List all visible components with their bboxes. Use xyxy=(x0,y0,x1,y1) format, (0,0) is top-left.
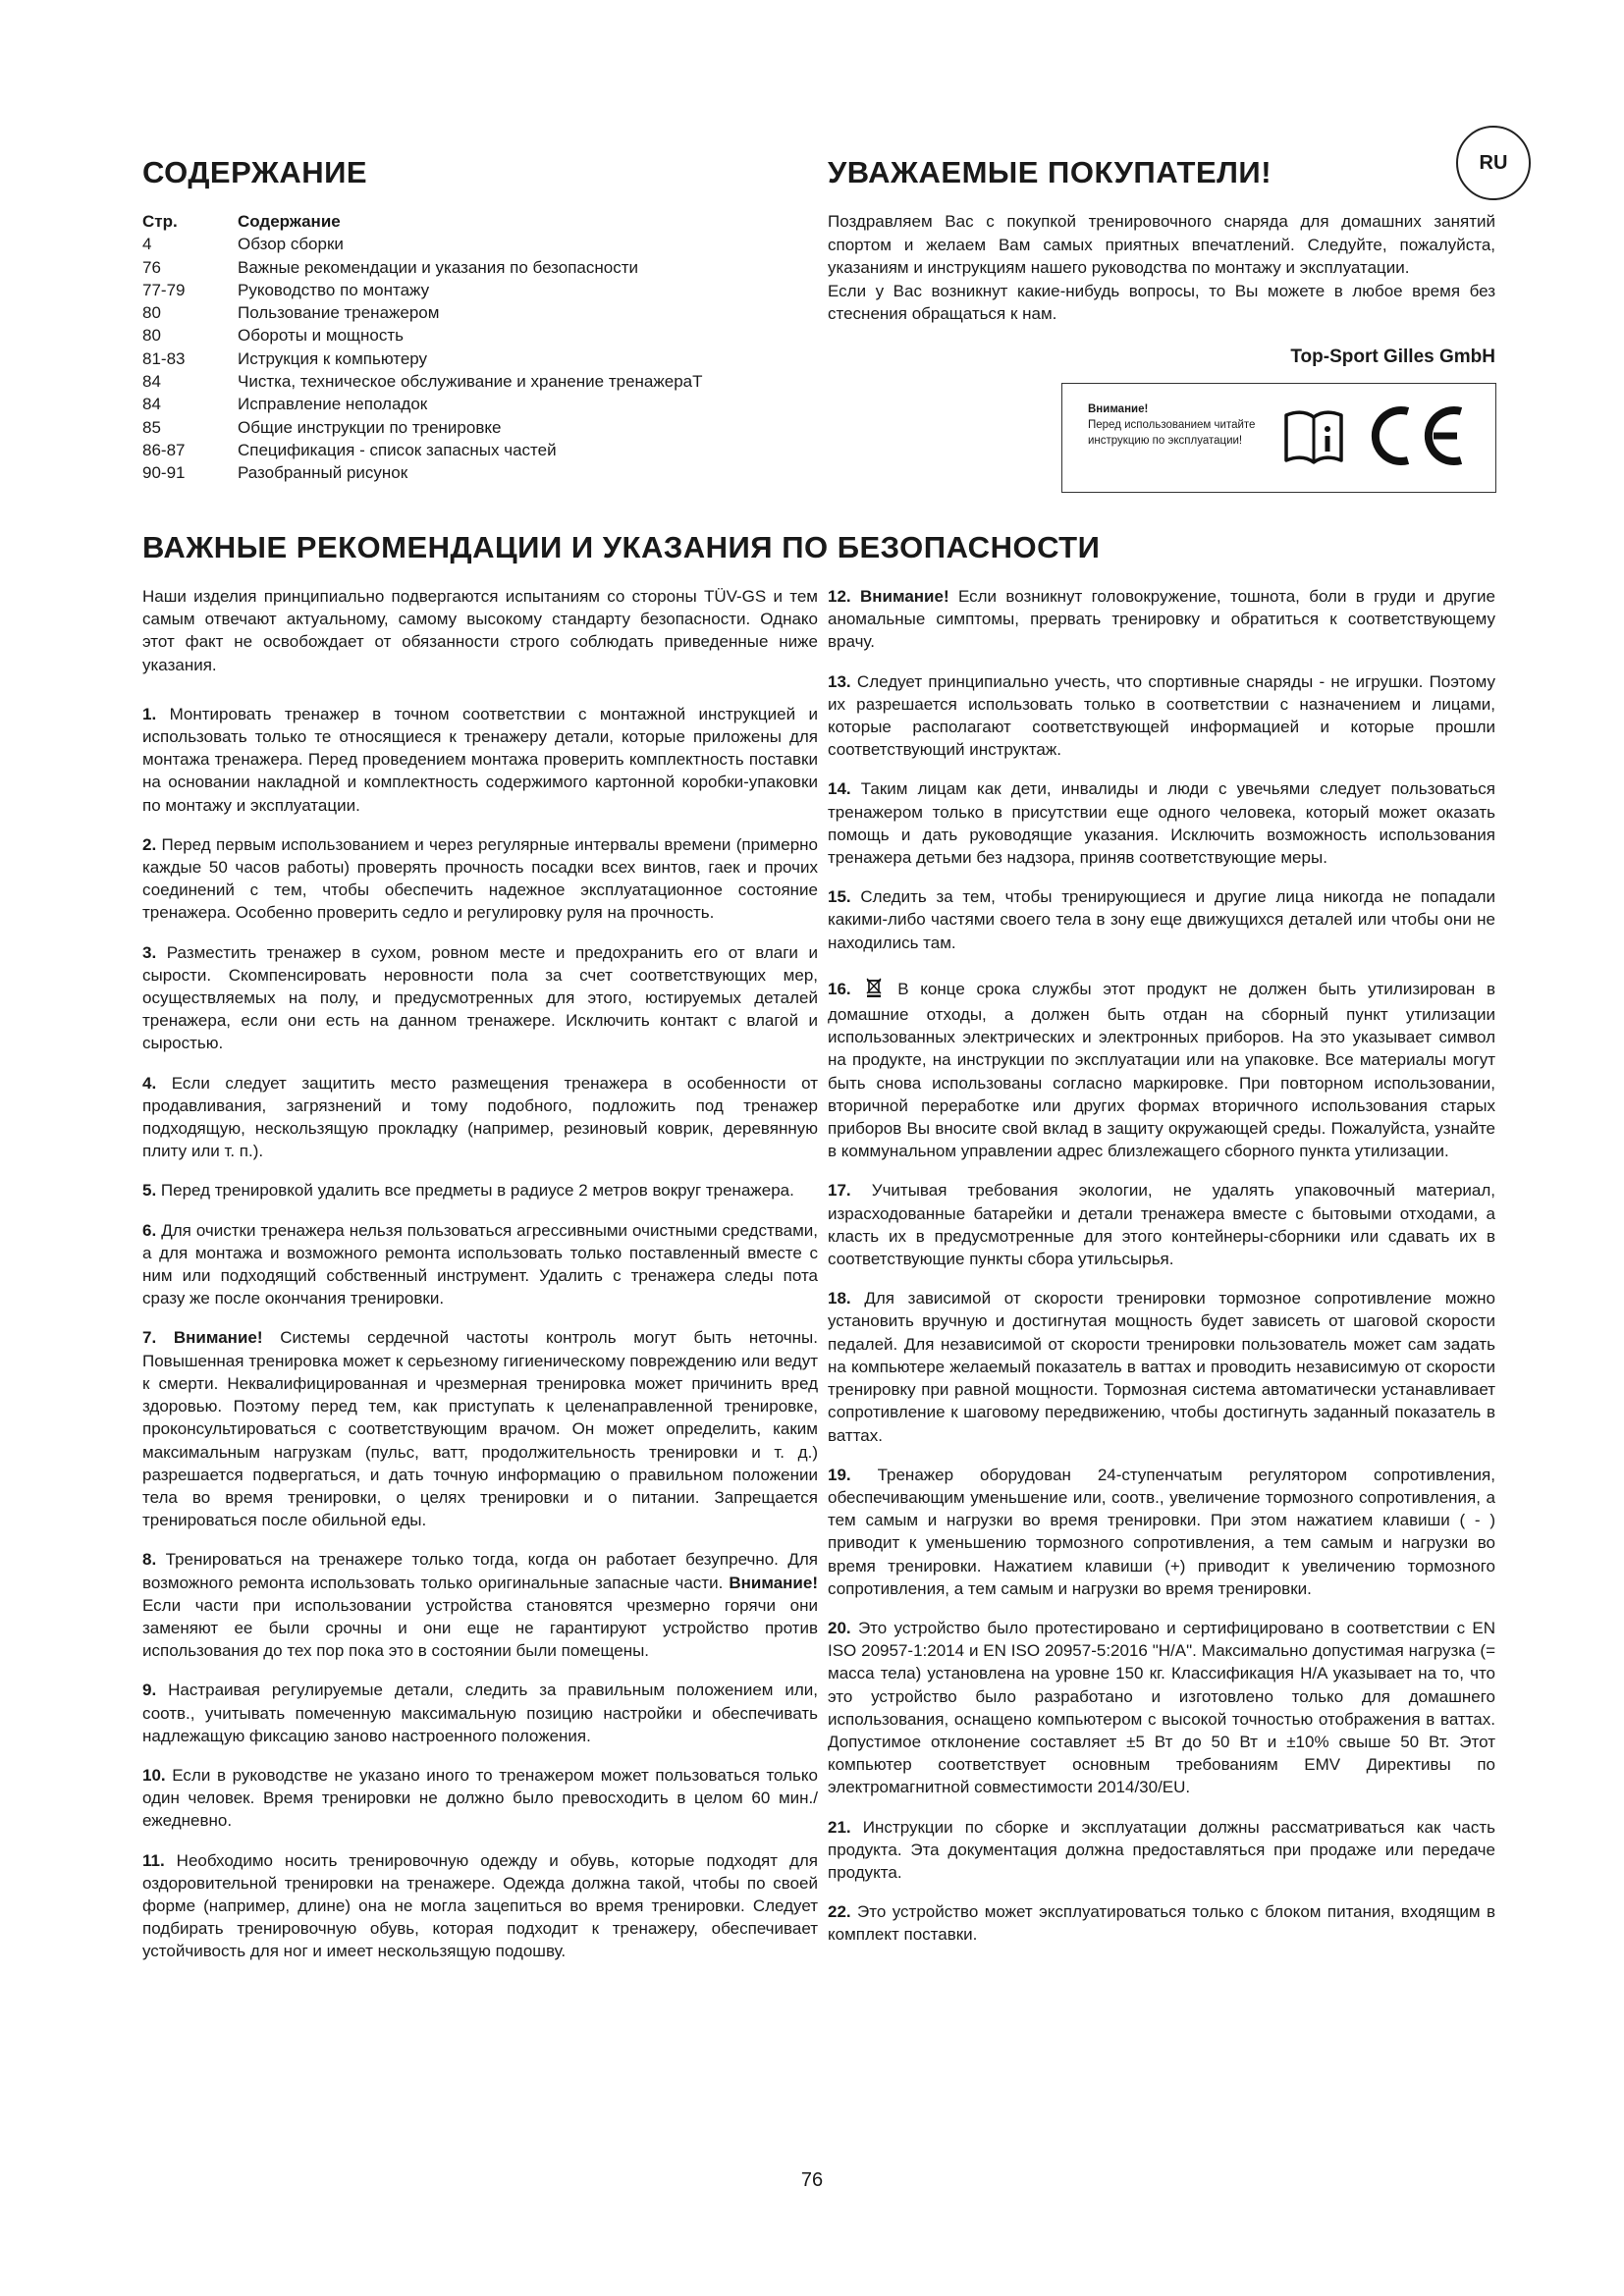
toc-list xyxy=(142,210,810,485)
toc-entry[interactable]: 76 Важные рекомендации и указания по безопасности xyxy=(142,257,639,277)
toc-entry[interactable]: 86-87 Спецификация - список запасных частей xyxy=(142,440,557,459)
toc-header-page: Стр. xyxy=(142,212,178,231)
safety-item-21: 21. Инструкции по сборке и эксплуатации должны рассматриваться как часть продукта. Эта документация должна предоставляться при продаже или передаче продукта. xyxy=(828,1817,1495,1882)
safety-item-5: 5. Перед тренировкой удалить все предметы в радиусе 2 метров вокруг тренажера. xyxy=(142,1181,794,1201)
safety-item-14: 14. Таким лицам как дети, инвалиды и люди с увечьями следует пользоваться тренажером только в присутствии еще одного человека, который может оказать помощь и дать руководящие указания. Исключить возможность использования тренажера детьми без надзора, приняв соответствующие меры. xyxy=(828,779,1495,868)
weee-bin-icon xyxy=(866,978,882,1003)
toc-entry[interactable]: 84 Чистка, техническое обслуживание и хранение тренажераТ xyxy=(142,372,703,392)
greeting-paragraph-2: Если у Вас возникнут какие-нибудь вопросы, то Вы можете в любое время без стеснения обращаться к нам. xyxy=(828,281,1495,323)
toc-entry[interactable]: 80 Пользование тренажером xyxy=(142,303,440,323)
safety-item-8: 8. Тренироваться на тренажере только тогда, когда он работает безупречно. Для возможного ремонта использовать только оригинальные запасные части. Внимание! Если части при использовании устройства становятся чрезмерно горячи они заменяют ее были срочны и они еще не гарантируют устройство против использования до тех пор пока это в состоянии были помещены. xyxy=(142,1550,818,1661)
safety-item-19: 19. Тренажер оборудован 24-ступенчатым регулятором сопротивления, обеспечивающим уменьшение или, соотв., увеличение тормозного сопротивления, а тем самым и нагрузки во время тренировки. При этом нажатием клавиши ( - ) приводит к уменьшению тормозного сопротивления, а тем самым и нагрузки во время тренировки. Нажатием клавиши (+) приводит к увеличению тормозного сопротивления, а тем самым и нагрузки во время тренировки. xyxy=(828,1465,1495,1598)
safety-item-10: 10. Если в руководстве не указано иного то тренажером может пользоваться только один человек. Время тренировки не должно было превосходить в целом 60 мин./ежедневно. xyxy=(142,1765,818,1831)
safety-item-6: 6. Для очистки тренажера нельзя пользоваться агрессивными очистными средствами, а для монтажа и возможного ремонта использовать только поставленный вместе с ним или подходящий собственный инструмент. Удалить с тренажера следы пота сразу же после окончания тренировки. xyxy=(142,1220,818,1308)
language-badge: RU xyxy=(1456,126,1531,200)
safety-item-9: 9. Настраивая регулируемые детали, следить за правильным положением или, соотв., учитывать помеченную максимальную позицию настройки и обеспечивать надлежащую фиксацию заново настроенного положения. xyxy=(142,1681,818,1745)
toc-entry[interactable]: 80 Обороты и мощность xyxy=(142,326,405,346)
toc-title: СОДЕРЖАНИЕ xyxy=(142,155,368,189)
safety-title: ВАЖНЫЕ РЕКОМЕНДАЦИИ И УКАЗАНИЯ ПО БЕЗОПАСНОСТИ xyxy=(142,530,1101,564)
ce-mark-icon xyxy=(1363,403,1471,473)
toc-entry[interactable]: 81-83 Иструкция к компьютеру xyxy=(142,348,428,368)
safety-item-16: 16. В конце срока службы этот продукт не должен быть утилизирован в домашние отходы, а должен быть отдан на сборный пункт утилизации использованных электрических и электронных приборов. На это указывает символ на продукте, на инструкции по эксплуатации или на упаковке. Все материалы могут быть снова использованы согласно маркировке. При повторном использовании, вторичной переработке или других формах вторичного использования старых приборов Вы вносите свой вклад в защиту окружающей среды. Пожалуйста, узнайте в коммунальном управлении адрес близлежащего сборного пункта утилизации. xyxy=(828,979,1496,1161)
greeting-title: УВАЖАЕМЫЕ ПОКУПАТЕЛИ! xyxy=(828,155,1272,189)
toc-entry[interactable]: 84 Исправление неполадок xyxy=(142,395,428,414)
safety-item-20: 20. Это устройство было протестировано и сертифицировано в соответствии с EN ISO 20957-1:2014 и EN ISO 20957-5:2016 "H/A". Максимально допустимая нагрузка (= масса тела) установлена на уровне 150 кг. Классификация H/A указывает на то, что это устройство было разработано и изготовлено только для домашнего использования, оснащено компьютером с высокой точностью отображения в ваттах. Допустимое отклонение составляет ±5 Вт до 50 Вт и ±10% свыше 50 Вт. Этот компьютер соответствует основным требованиям EMV Директивы по электромагнитной совместимости 2014/30/EU. xyxy=(828,1618,1495,1797)
safety-item-7: 7. Внимание! Системы сердечной частоты контроль могут быть неточны. Повышенная тренировка может к серьезному гигиеническому повреждению или ведут к смерти. Неквалифицированная и чрезмерная тренировка может причинить вред здоровью. Поэтому перед тем, как приступать к целенаправленной тренировке, проконсультироваться с соответствующим врачом. Он может определить, каким максимальным нагрузкам (пульс, ватт, продолжительность тренировки и т. д.) разрешается подвергаться, и дать точную информацию о правильном положении тела во время тренировки, о целях тренировки и о питании. Запрещается тренироваться после обильной еды. xyxy=(142,1328,818,1530)
toc-header-content: Содержание xyxy=(238,212,341,231)
toc-entry[interactable]: 77-79 Руководство по монтажу xyxy=(142,280,430,299)
company-name: Top-Sport Gilles GmbH xyxy=(1290,347,1495,367)
safety-item-4: 4. Если следует защитить место размещения тренажера в особенности от продавливания, загрязнений и тому подобного, подложить под тренажер подходящую, нескользящую прокладку (например, резиновый коврик, деревянную плиту или т. п.). xyxy=(142,1073,818,1161)
notice-body: Перед использованием читайте инструкцию по эксплуатации! xyxy=(1088,419,1256,447)
safety-item-3: 3. Разместить тренажер в сухом, ровном месте и предохранить его от влаги и сырости. Скомпенсировать неровности пола за счет соответствующих мер, осуществляемых на полу, и предусмотренных для этого, юстируемых деталей тренажера, если они есть на данном тренажере. Исключить контакт с влагой и сыростью. xyxy=(142,942,818,1053)
greeting-paragraph-1: Поздравляем Вас с покупкой тренировочного снаряда для домашних занятий спортом и желаем Вам самых приятных впечатлений. Следуйте, пожалуйста, указаниям и инструкциям нашего руководства по монтажу и эксплуатации. xyxy=(828,212,1495,277)
page-number: 76 xyxy=(800,2169,824,2191)
safety-column-right xyxy=(828,585,1495,1963)
notice-text xyxy=(1088,401,1274,449)
safety-item-1: 1. Монтировать тренажер в точном соответствии с монтажной инструкцией и использовать только те относящиеся к тренажеру детали, которые приложены для монтажа тренажера. Перед проведением монтажа проверить комплектность поставки на основании накладной и комплектность содержимого картонной коробки-упаковки по монтажу и эксплуатации. xyxy=(142,704,818,815)
safety-item-13: 13. Следует принципиально учесть, что спортивные снаряды - не игрушки. Поэтому их разрешается использовать только в соответствии с назначением и лицами, которые располагают соответствующей информацией и которые прошли соответствующий инструктаж. xyxy=(828,671,1495,760)
notice-title: Внимание! xyxy=(1088,403,1149,415)
safety-item-18: 18. Для зависимой от скорости тренировки тормозное сопротивление можно установить вручную и достигнутая мощность будет зависеть от шаговой скорости педалей. Для независимой от скорости тренировки пользователь может сам задать на компьютере желаемый показатель в ваттах и проводить независимую от скорости тренировку при равной мощности. Тормозная система автоматически устанавливает сопротивление к шаговому передвижению, чтобы достигнуть заданный показатель в ваттах. xyxy=(828,1289,1495,1445)
safety-item-12: 12. Внимание! Если возникнут головокружение, тошнота, боли в груди и другие аномальные симптомы, прервать тренировку и обратиться к соответствующему врачу. xyxy=(828,587,1495,652)
safety-column-left xyxy=(142,585,818,1980)
manual-book-icon xyxy=(1282,405,1345,471)
toc-entry[interactable]: 4 Обзор сборки xyxy=(142,235,344,254)
safety-item-22: 22. Это устройство может эксплуатироваться только с блоком питания, входящим в комплект поставки. xyxy=(828,1902,1495,1945)
safety-intro: Наши изделия принципиально подвергаются испытаниям со стороны TÜV-GS и тем самым отвечают актуальному, самому высокому стандарту безопасности. Однако этот факт не освобождает от обязанности строго соблюдать приведенные ниже указания. xyxy=(142,587,818,674)
toc-entry[interactable]: 85 Общие инструкции по тренировке xyxy=(142,417,502,437)
notice-box xyxy=(1061,383,1496,493)
toc-entry[interactable]: 90-91 Разобранный рисунок xyxy=(142,463,408,483)
safety-item-15: 15. Следить за тем, чтобы тренирующиеся и другие лица никогда не попадали какими-либо частями своего тела в зону еще движущихся деталей или чтобы они не находились там. xyxy=(828,887,1495,952)
safety-item-2: 2. Перед первым использованием и через регулярные интервалы времени (примерно каждые 50 часов работы) проверять прочность посадки всех винтов, гаек и прочих соединений с тем, чтобы обеспечить надежное эксплуатационное состояние тренажера. Особенно проверить седло и регулировку руля на прочность. xyxy=(142,834,818,923)
greeting-text xyxy=(828,210,1495,326)
toc-header-row xyxy=(142,210,810,233)
safety-item-11: 11. Необходимо носить тренировочную одежду и обувь, которые подходят для оздоровительной тренировки на тренажере. Одежда должна такой, чтобы по своей форме (например, длине) она не могла зацепиться во время тренировки. Следует подбирать тренировочную обувь, которая подходит к тренажеру, обеспечивает устойчивость для ног и имеет нескользящую подошву. xyxy=(142,1850,818,1961)
safety-item-17: 17. Учитывая требования экологии, не удалять упаковочный материал, израсходованные батарейки и детали тренажера вместе с бытовыми отходами, а класть их в предусмотренные для этого контейнеры-сборники или сдавать их в соответствующие пункты сбора утильсырья. xyxy=(828,1181,1495,1269)
